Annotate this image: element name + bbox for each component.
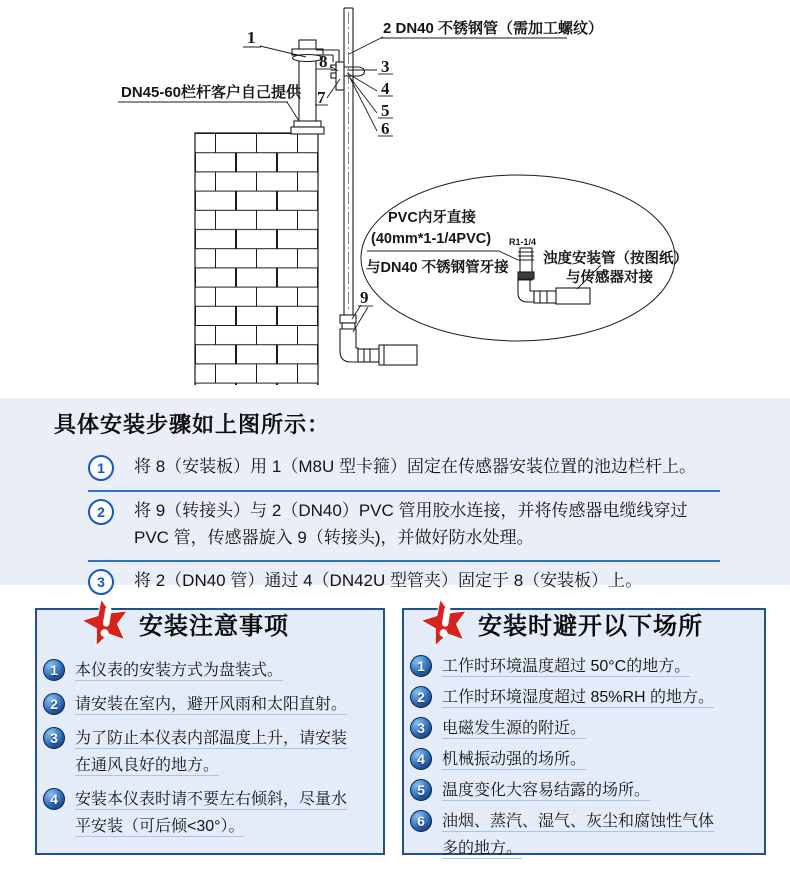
warning-star-icon [81, 597, 131, 649]
item-number-sphere: 4 [43, 788, 65, 810]
bubble-pvc-line1: PVC内牙直接 [388, 210, 476, 226]
notice-item-text: 为了防止本仪表内部温度上升，请安装在通风良好的地方。 [75, 730, 348, 774]
part-label-7: 7 [317, 88, 326, 107]
u-bolt [344, 67, 365, 76]
avoid-item-1 [410, 653, 756, 680]
avoid-item-text: 温度变化大容易结露的场所。 [442, 782, 651, 799]
part-label-9: 9 [360, 288, 369, 307]
notice-item-3 [43, 725, 375, 779]
step-row-2 [88, 492, 720, 562]
avoid-item-6 [410, 808, 756, 862]
installation-notice-box [35, 608, 385, 855]
avoid-item-text: 工作时环境温度超过 50°C的地方。 [442, 658, 691, 675]
part-label-5: 5 [381, 101, 390, 120]
step-text: 将 8（安装板）用 1（M8U 型卡箍）固定在传感器安装位置的池边栏杆上。 [134, 457, 696, 476]
part-label-1: 1 [247, 28, 256, 47]
step-number-badge: 2 [88, 499, 114, 525]
avoid-item-text: 油烟、蒸汽、湿气、灰尘和腐蚀性气体多的地方。 [442, 813, 715, 857]
avoid-item-text: 电磁发生源的附近。 [442, 720, 587, 737]
elbow-sensor-assembly [340, 315, 417, 365]
bubble-turbidity-line1: 浊度安装管（按图纸） [543, 251, 688, 267]
step-text: 将 2（DN40 管）通过 4（DN42U 型管夹）固定于 8（安装板）上。 [134, 571, 643, 590]
item-number-sphere: 1 [43, 659, 65, 681]
steps-section [0, 398, 790, 590]
notice-item-text: 本仪表的安装方式为盘装式。 [75, 662, 284, 679]
part-label-4: 4 [381, 79, 390, 98]
notice-items [37, 653, 383, 840]
dn40-pipe [344, 8, 353, 315]
notice-item-text: 安装本仪表时请不要左右倾斜，尽量水平安装（可后倾<30°）。 [75, 791, 348, 835]
item-number-sphere: 3 [410, 717, 432, 739]
avoid-items [404, 649, 764, 862]
item-number-sphere: 2 [410, 686, 432, 708]
notice-item-1 [43, 657, 375, 684]
part-label-2: 2 DN40 不锈钢管（需加工螺纹） [383, 20, 604, 37]
item-number-sphere: 5 [410, 779, 432, 801]
bubble-thread-spec: R1-1/4 [509, 237, 537, 247]
item-number-sphere: 2 [43, 693, 65, 715]
avoid-item-4 [410, 746, 756, 773]
installation-diagram [0, 0, 790, 400]
avoid-item-2 [410, 684, 756, 711]
brick-wall [195, 133, 318, 385]
item-number-sphere: 4 [410, 748, 432, 770]
turbidity-sensor [379, 345, 417, 365]
bubble-pvc-line2: (40mm*1-1/4PVC) [371, 231, 492, 247]
part-label-8: 8 [319, 52, 328, 71]
diagram-svg [0, 0, 790, 400]
notice-box-title: 安装注意事项 [139, 612, 289, 640]
avoid-item-text: 机械振动强的场所。 [442, 751, 587, 768]
part-label-3: 3 [381, 57, 390, 76]
elbow-fitting [340, 329, 358, 362]
step-number-badge: 3 [88, 569, 114, 595]
avoid-item-5 [410, 777, 756, 804]
notice-item-2 [43, 691, 375, 718]
avoid-box-title: 安装时避开以下场所 [478, 612, 703, 640]
steps-section-title: 具体安装步骤如上图所示： [54, 412, 331, 437]
step-text: 将 9（转接头）与 2（DN40）PVC 管用胶水连接，并将传感器电缆线穿过 PVC 管，传感器旋入 9（转接头)，并做好防水处理。 [134, 501, 688, 547]
part-label-6: 6 [381, 119, 390, 138]
avoid-box-header [420, 597, 764, 649]
step-row-1 [88, 448, 720, 492]
avoid-item-text: 工作时环境湿度超过 85%RH 的地方。 [442, 689, 715, 706]
step-number-badge: 1 [88, 455, 114, 481]
item-number-sphere: 3 [43, 727, 65, 749]
notice-item-text: 请安装在室内，避开风雨和太阳直射。 [75, 696, 348, 713]
item-number-sphere: 6 [410, 810, 432, 832]
notice-item-4 [43, 786, 375, 840]
item-number-sphere: 1 [410, 655, 432, 677]
mounting-plate [336, 62, 344, 90]
notice-box-header [81, 597, 383, 649]
railing-note-label: DN45-60栏杆客户自己提供 [121, 84, 302, 101]
detail-sensor [556, 288, 590, 304]
warning-star-icon [420, 597, 470, 649]
bubble-pvc-line3: 与DN40 不锈钢管牙接 [366, 260, 509, 276]
bubble-turbidity-line2: 与传感器对接 [566, 270, 653, 286]
steps-list [88, 448, 720, 604]
avoid-item-3 [410, 715, 756, 742]
avoid-locations-box [402, 608, 766, 855]
